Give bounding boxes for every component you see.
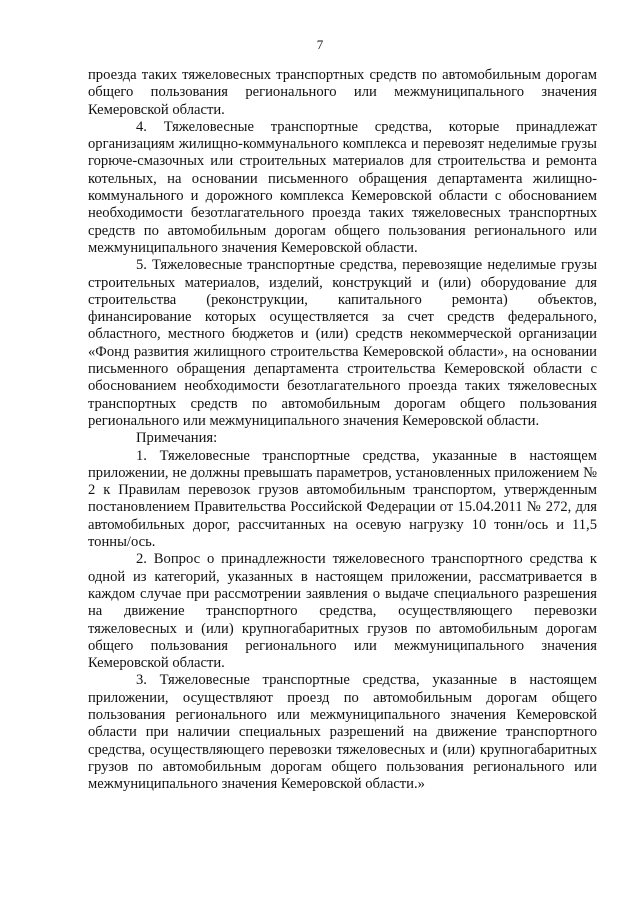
- paragraph-item-5: 5. Тяжеловесные транспортные средства, перевозящие неделимые грузы строительных материалов, изделий, конструкций и (или) оборудование для строительства (реконструкции, капитального ремонта) объектов, финансирование которых осуществляется за счет средств федерального, областного, местного бюджетов и (или) средств некоммерческой организации «Фонд развития жилищного строительства Кемеровской области», на основании письменного обращения департамента строительства Кемеровской области с обоснованием необходимости безотлагательного проезда таких тяжеловесных транспортных средств по автомобильным дорогам общего пользования регионального или межмуниципального значения Кемеровской области.: [88, 257, 597, 429]
- paragraph-item-4: 4. Тяжеловесные транспортные средства, которые принадлежат организациям жилищно-коммунального комплекса и перевозят неделимые грузы горюче-смазочных или строительных материалов для строительства и ремонта котельных, на основании письменного обращения департамента жилищно-коммунального и дорожного комплекса Кемеровской области с обоснованием необходимости безотлагательного проезда таких тяжеловесных транспортных средств по автомобильным дорогам общего пользования регионального или межмуниципального значения Кемеровской области.: [88, 118, 597, 256]
- notes-heading: Примечания:: [136, 430, 218, 447]
- paragraph-continuation: проезда таких тяжеловесных транспортных средств по автомобильным дорогам общего пользования регионального или межмуниципального значения Кемеровской области.: [88, 67, 597, 118]
- note-1: 1. Тяжеловесные транспортные средства, указанные в настоящем приложении, не должны превышать параметров, установленных приложением № 2 к Правилам перевозок грузов автомобильным транспортом, утвержденным постановлением Правительства Российской Федерации от 15.04.2011 № 272, для автомобильных дорог, рассчитанных на осевую нагрузку 10 тонн/ось и 11,5 тонны/ось.: [88, 447, 597, 551]
- note-2: 2. Вопрос о принадлежности тяжеловесного транспортного средства к одной из категорий, указанных в настоящем приложении, рассматривается в каждом случае при рассмотрении заявления о выдаче специального разрешения на движение транспортного средства, осуществляющего перевозки тяжеловесных и (или) крупногабаритных грузов по автомобильным дорогам общего пользования регионального или межмуниципального значения Кемеровской области.: [88, 551, 597, 672]
- document-body: [88, 67, 597, 793]
- page-number: 7: [316, 37, 324, 52]
- note-3: 3. Тяжеловесные транспортные средства, указанные в настоящем приложении, осуществляют проезд по автомобильным дорогам общего пользования регионального или межмуниципального значения Кемеровской области при наличии специальных разрешений на движение транспортного средства, осуществляющего перевозки тяжеловесных и (или) крупногабаритных грузов по автомобильным дорогам общего пользования регионального или межмуниципального значения Кемеровской области.»: [88, 672, 597, 793]
